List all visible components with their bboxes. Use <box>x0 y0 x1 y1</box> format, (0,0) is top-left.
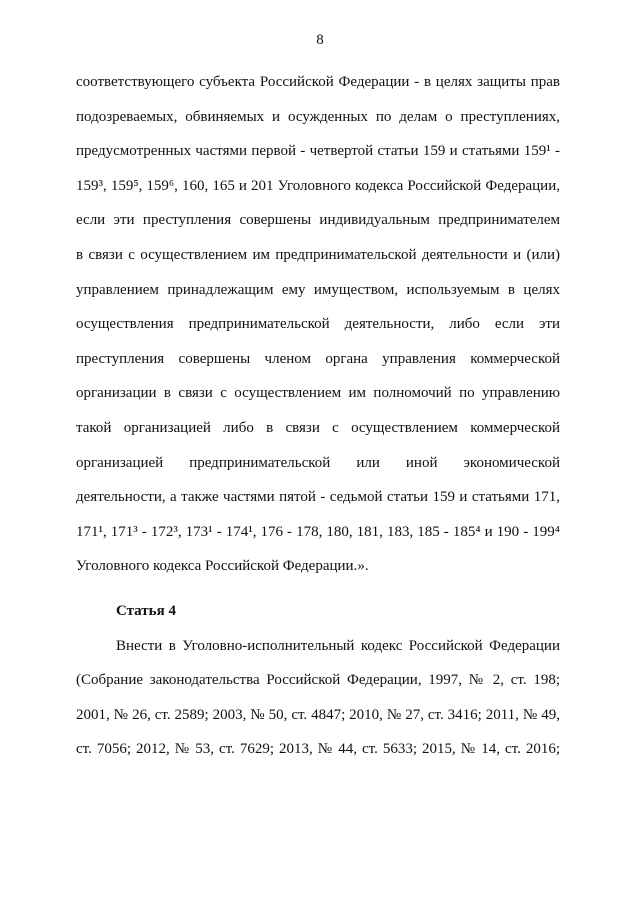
paragraph-line: Внести в Уголовно-исполнительный кодекс Российской Федерации <box>116 637 560 654</box>
paragraph-line: осуществления предпринимательской деятельности, либо если эти <box>76 316 560 333</box>
paragraph-line: 171¹, 171³ - 172³, 173¹ - 174¹, 176 - 178, 180, 181, 183, 185 - 185⁴ и 190 - 199⁴ <box>76 523 560 540</box>
page-number: 8 <box>316 32 324 48</box>
paragraph-line: 159³, 159⁵, 159⁶, 160, 165 и 201 Уголовного кодекса Российской Федерации, <box>76 177 560 194</box>
paragraph-line: подозреваемых, обвиняемых и осужденных по делам о преступлениях, <box>76 108 560 125</box>
paragraph-line: деятельности, а также частями пятой - седьмой статьи 159 и статьями 171, <box>76 489 560 506</box>
paragraph-line: (Собрание законодательства Российской Федерации, 1997, № 2, ст. 198; <box>76 672 560 689</box>
paragraph-line: такой организацией либо в связи с осуществлением коммерческой <box>76 419 560 436</box>
paragraph-line: Уголовного кодекса Российской Федерации.». <box>76 558 369 575</box>
paragraph-line: соответствующего субъекта Российской Федерации - в целях защиты прав <box>76 74 560 90</box>
paragraph-line: организации в связи с осуществлением им полномочий по управлению <box>76 385 560 402</box>
paragraph-line: преступления совершены членом органа управления коммерческой <box>76 350 560 367</box>
paragraph-line: если эти преступления совершены индивидуальным предпринимателем <box>76 212 560 229</box>
document-body <box>76 72 560 774</box>
paragraph-line: управлением принадлежащим ему имуществом, используемым в целях <box>76 281 560 298</box>
paragraph-line: предусмотренных частями первой - четвертой статьи 159 и статьями 159¹ - <box>76 143 560 160</box>
paragraph-line: ст. 7056; 2012, № 53, ст. 7629; 2013, № 44, ст. 5633; 2015, № 14, ст. 2016; <box>76 741 560 758</box>
paragraph-line: организацией предпринимательской или иной экономической <box>76 454 560 471</box>
paragraph-line: 2001, № 26, ст. 2589; 2003, № 50, ст. 4847; 2010, № 27, ст. 3416; 2011, № 49, <box>76 706 560 723</box>
paragraph-line: в связи с осуществлением им предпринимательской деятельности и (или) <box>76 246 560 263</box>
article-heading: Статья 4 <box>116 602 176 619</box>
